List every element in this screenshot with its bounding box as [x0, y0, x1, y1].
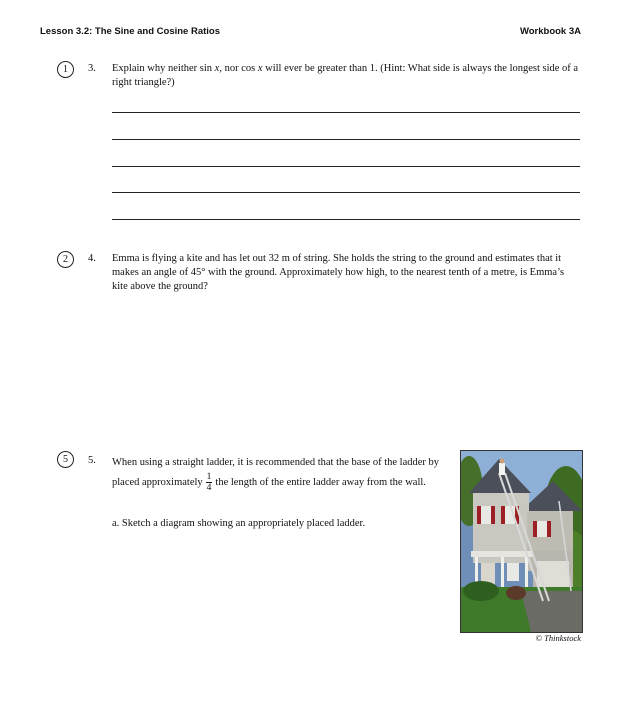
answer-line — [112, 166, 580, 167]
answer-line — [112, 139, 580, 140]
photo-credit: © Thinkstock — [535, 633, 581, 643]
question-5-circle: 5 — [57, 451, 74, 468]
one-quarter-fraction: $\frac{1}{4}$ — [206, 472, 212, 493]
question-5-text: When using a straight ladder, it is recommended that the base of the ladder by placed approximately $\frac{1}{4}$ the length of the entire ladder away from the wall. — [112, 457, 440, 493]
question-4-number: 4. — [88, 253, 96, 264]
question-3-number: 3. — [88, 63, 96, 74]
lesson-title: Lesson 3.2: The Sine and Cosine Ratios — [40, 26, 221, 37]
workbook-label: Workbook 3A — [519, 26, 581, 37]
answer-line — [112, 112, 580, 113]
answer-line — [112, 219, 580, 220]
answer-line — [112, 192, 580, 193]
question-4-text: Emma is flying a kite and has let out 32 m of string. She holds the string to the ground and estimates that it makes an angle of 45° with the ground. Approximately how high, to the nearest tenth of a metre, is Emma’s kite above the ground? — [112, 253, 565, 292]
question-5-number: 5. — [88, 455, 96, 466]
question-4-circle: 2 — [57, 251, 74, 268]
question-5-part-a: a. Sketch a diagram showing an appropriately placed ladder. — [112, 518, 366, 529]
question-3-text: Explain why neither sin x, nor cos x will ever be greater than 1. (Hint: What side is always the longest side of a right triangle?) — [112, 63, 579, 88]
house-ladder-photo — [460, 450, 583, 633]
question-3-circle: 1 — [57, 61, 74, 78]
